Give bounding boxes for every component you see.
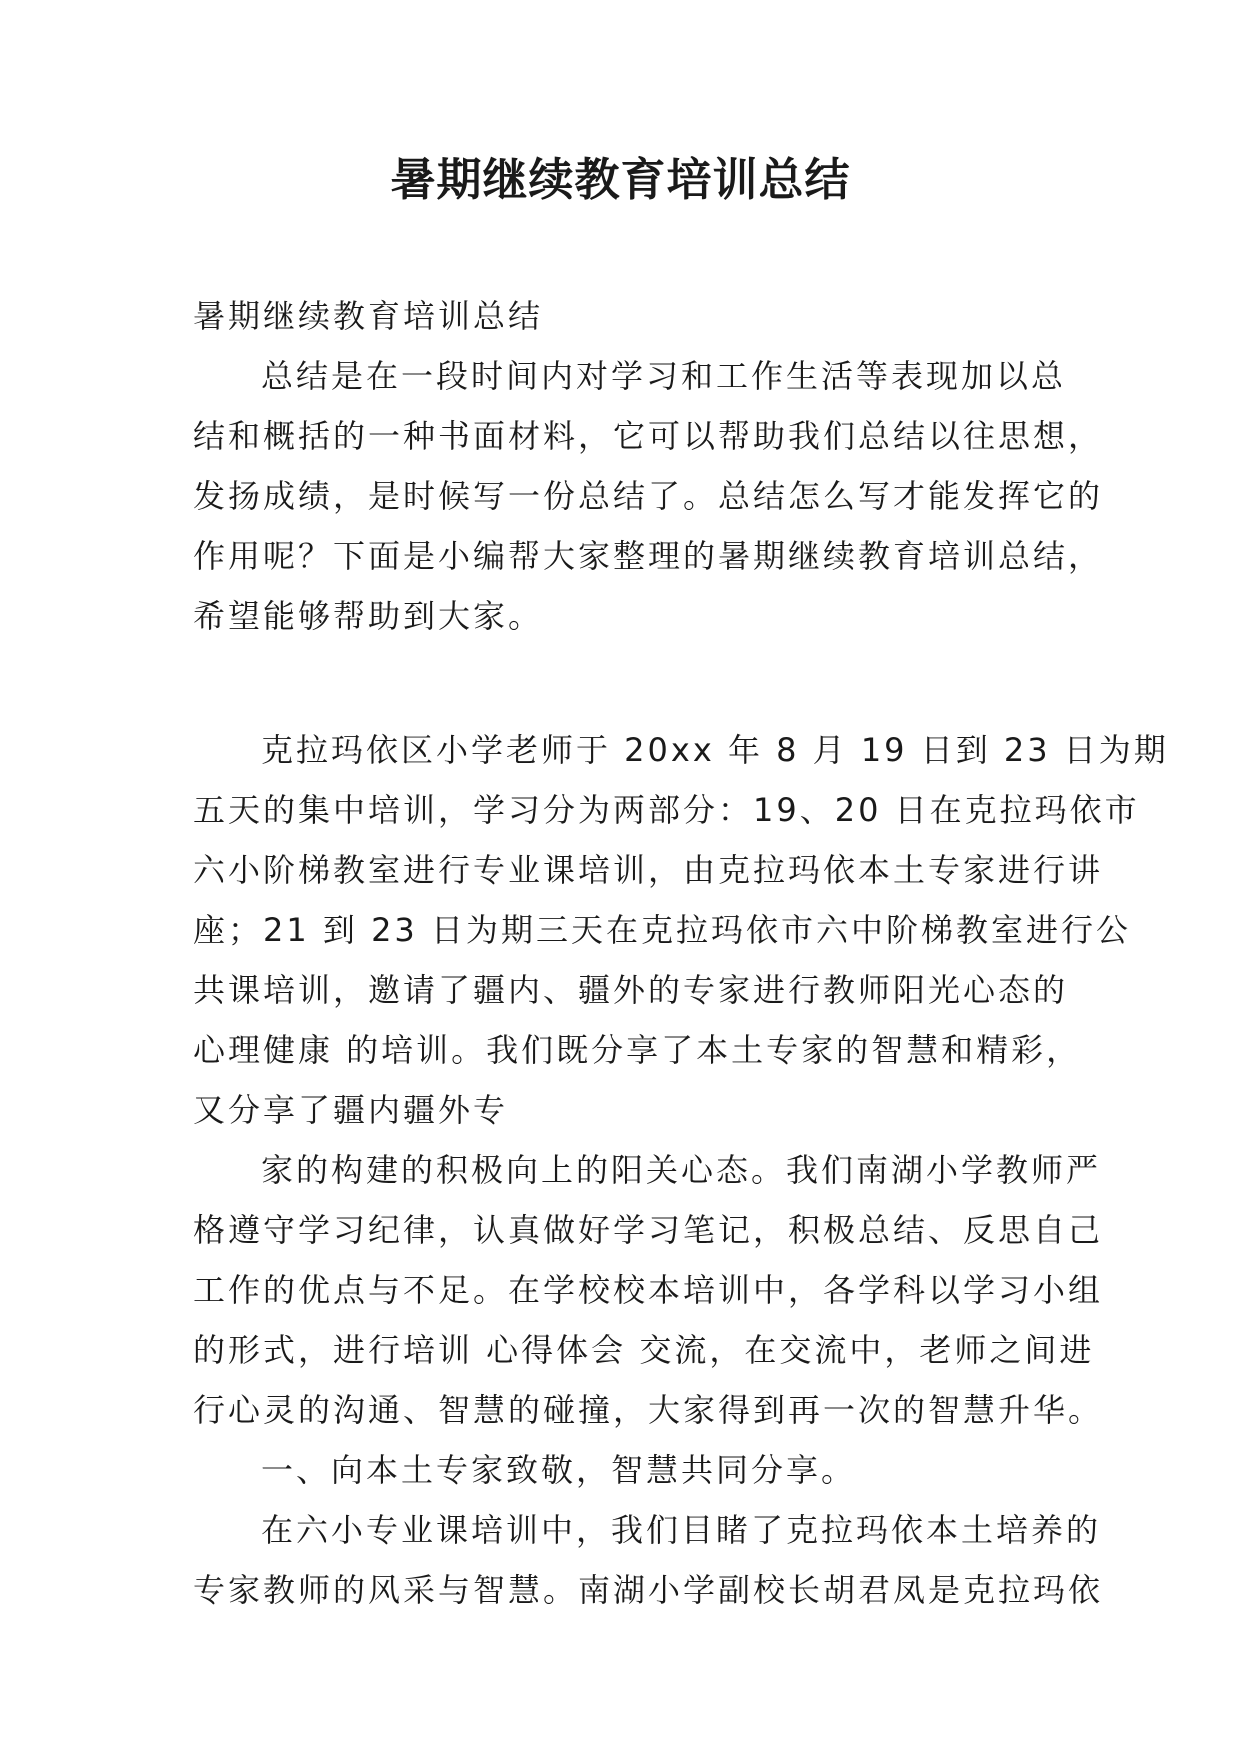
paragraph-line: 在六小专业课培训中，我们目睹了克拉玛依本土培养的	[261, 1511, 1102, 1549]
paragraph-line: 心理健康 的培训。我们既分享了本土专家的智慧和精彩，	[193, 1031, 1082, 1069]
document-title: 暑期继续教育培训总结	[390, 153, 851, 206]
paragraph-local-experts	[193, 1500, 1104, 1620]
paragraph-line: 作用呢？下面是小编帮大家整理的暑期继续教育培训总结，	[193, 537, 1104, 575]
paragraph-training-overview	[193, 720, 1169, 1140]
paragraph-line: 发扬成绩，是时候写一份总结了。总结怎么写才能发挥它的	[193, 477, 1104, 515]
paragraph-line: 总结是在一段时间内对学习和工作生活等表现加以总	[261, 357, 1067, 395]
paragraph-intro	[193, 346, 1104, 646]
paragraph-line: 希望能够帮助到大家。	[193, 597, 544, 635]
paragraph-line: 行心灵的沟通、智慧的碰撞，大家得到再一次的智慧升华。	[193, 1391, 1104, 1429]
paragraph-line: 克拉玛依区小学老师于 20xx 年 8 月 19 日到 23 日为期	[261, 731, 1169, 769]
paragraph-attitude	[193, 1140, 1104, 1440]
paragraph-line: 的形式，进行培训 心得体会 交流，在交流中，老师之间进	[193, 1331, 1095, 1369]
paragraph-line: 暑期继续教育培训总结	[193, 297, 544, 335]
paragraph-line: 六小阶梯教室进行专业课培训，由克拉玛依本土专家进行讲	[193, 851, 1104, 889]
paragraph-line: 一、向本土专家致敬，智慧共同分享。	[261, 1451, 857, 1489]
paragraph-gap	[193, 646, 1073, 720]
paragraph-line: 结和概括的一种书面材料，它可以帮助我们总结以往思想，	[193, 417, 1104, 455]
paragraph-line: 工作的优点与不足。在学校校本培训中，各学科以学习小组	[193, 1271, 1104, 1309]
paragraph-line: 格遵守学习纪律，认真做好学习笔记，积极总结、反思自己	[193, 1211, 1104, 1249]
paragraph-line: 专家教师的风采与智慧。南湖小学副校长胡君凤是克拉玛依	[193, 1571, 1104, 1609]
paragraph-line: 五天的集中培训，学习分为两部分：19、20 日在克拉玛依市	[193, 791, 1140, 829]
paragraph-line: 家的构建的积极向上的阳关心态。我们南湖小学教师严	[261, 1151, 1102, 1189]
section-heading-1	[193, 1440, 1073, 1500]
paragraph-line: 共课培训，邀请了疆内、疆外的专家进行教师阳光心态的	[193, 971, 1069, 1009]
paragraph-line: 座；21 到 23 日为期三天在克拉玛依市六中阶梯教室进行公	[193, 911, 1131, 949]
paragraph-heading	[193, 286, 1073, 346]
paragraph-line: 又分享了疆内疆外专	[193, 1091, 509, 1129]
document-body	[193, 286, 1169, 1620]
